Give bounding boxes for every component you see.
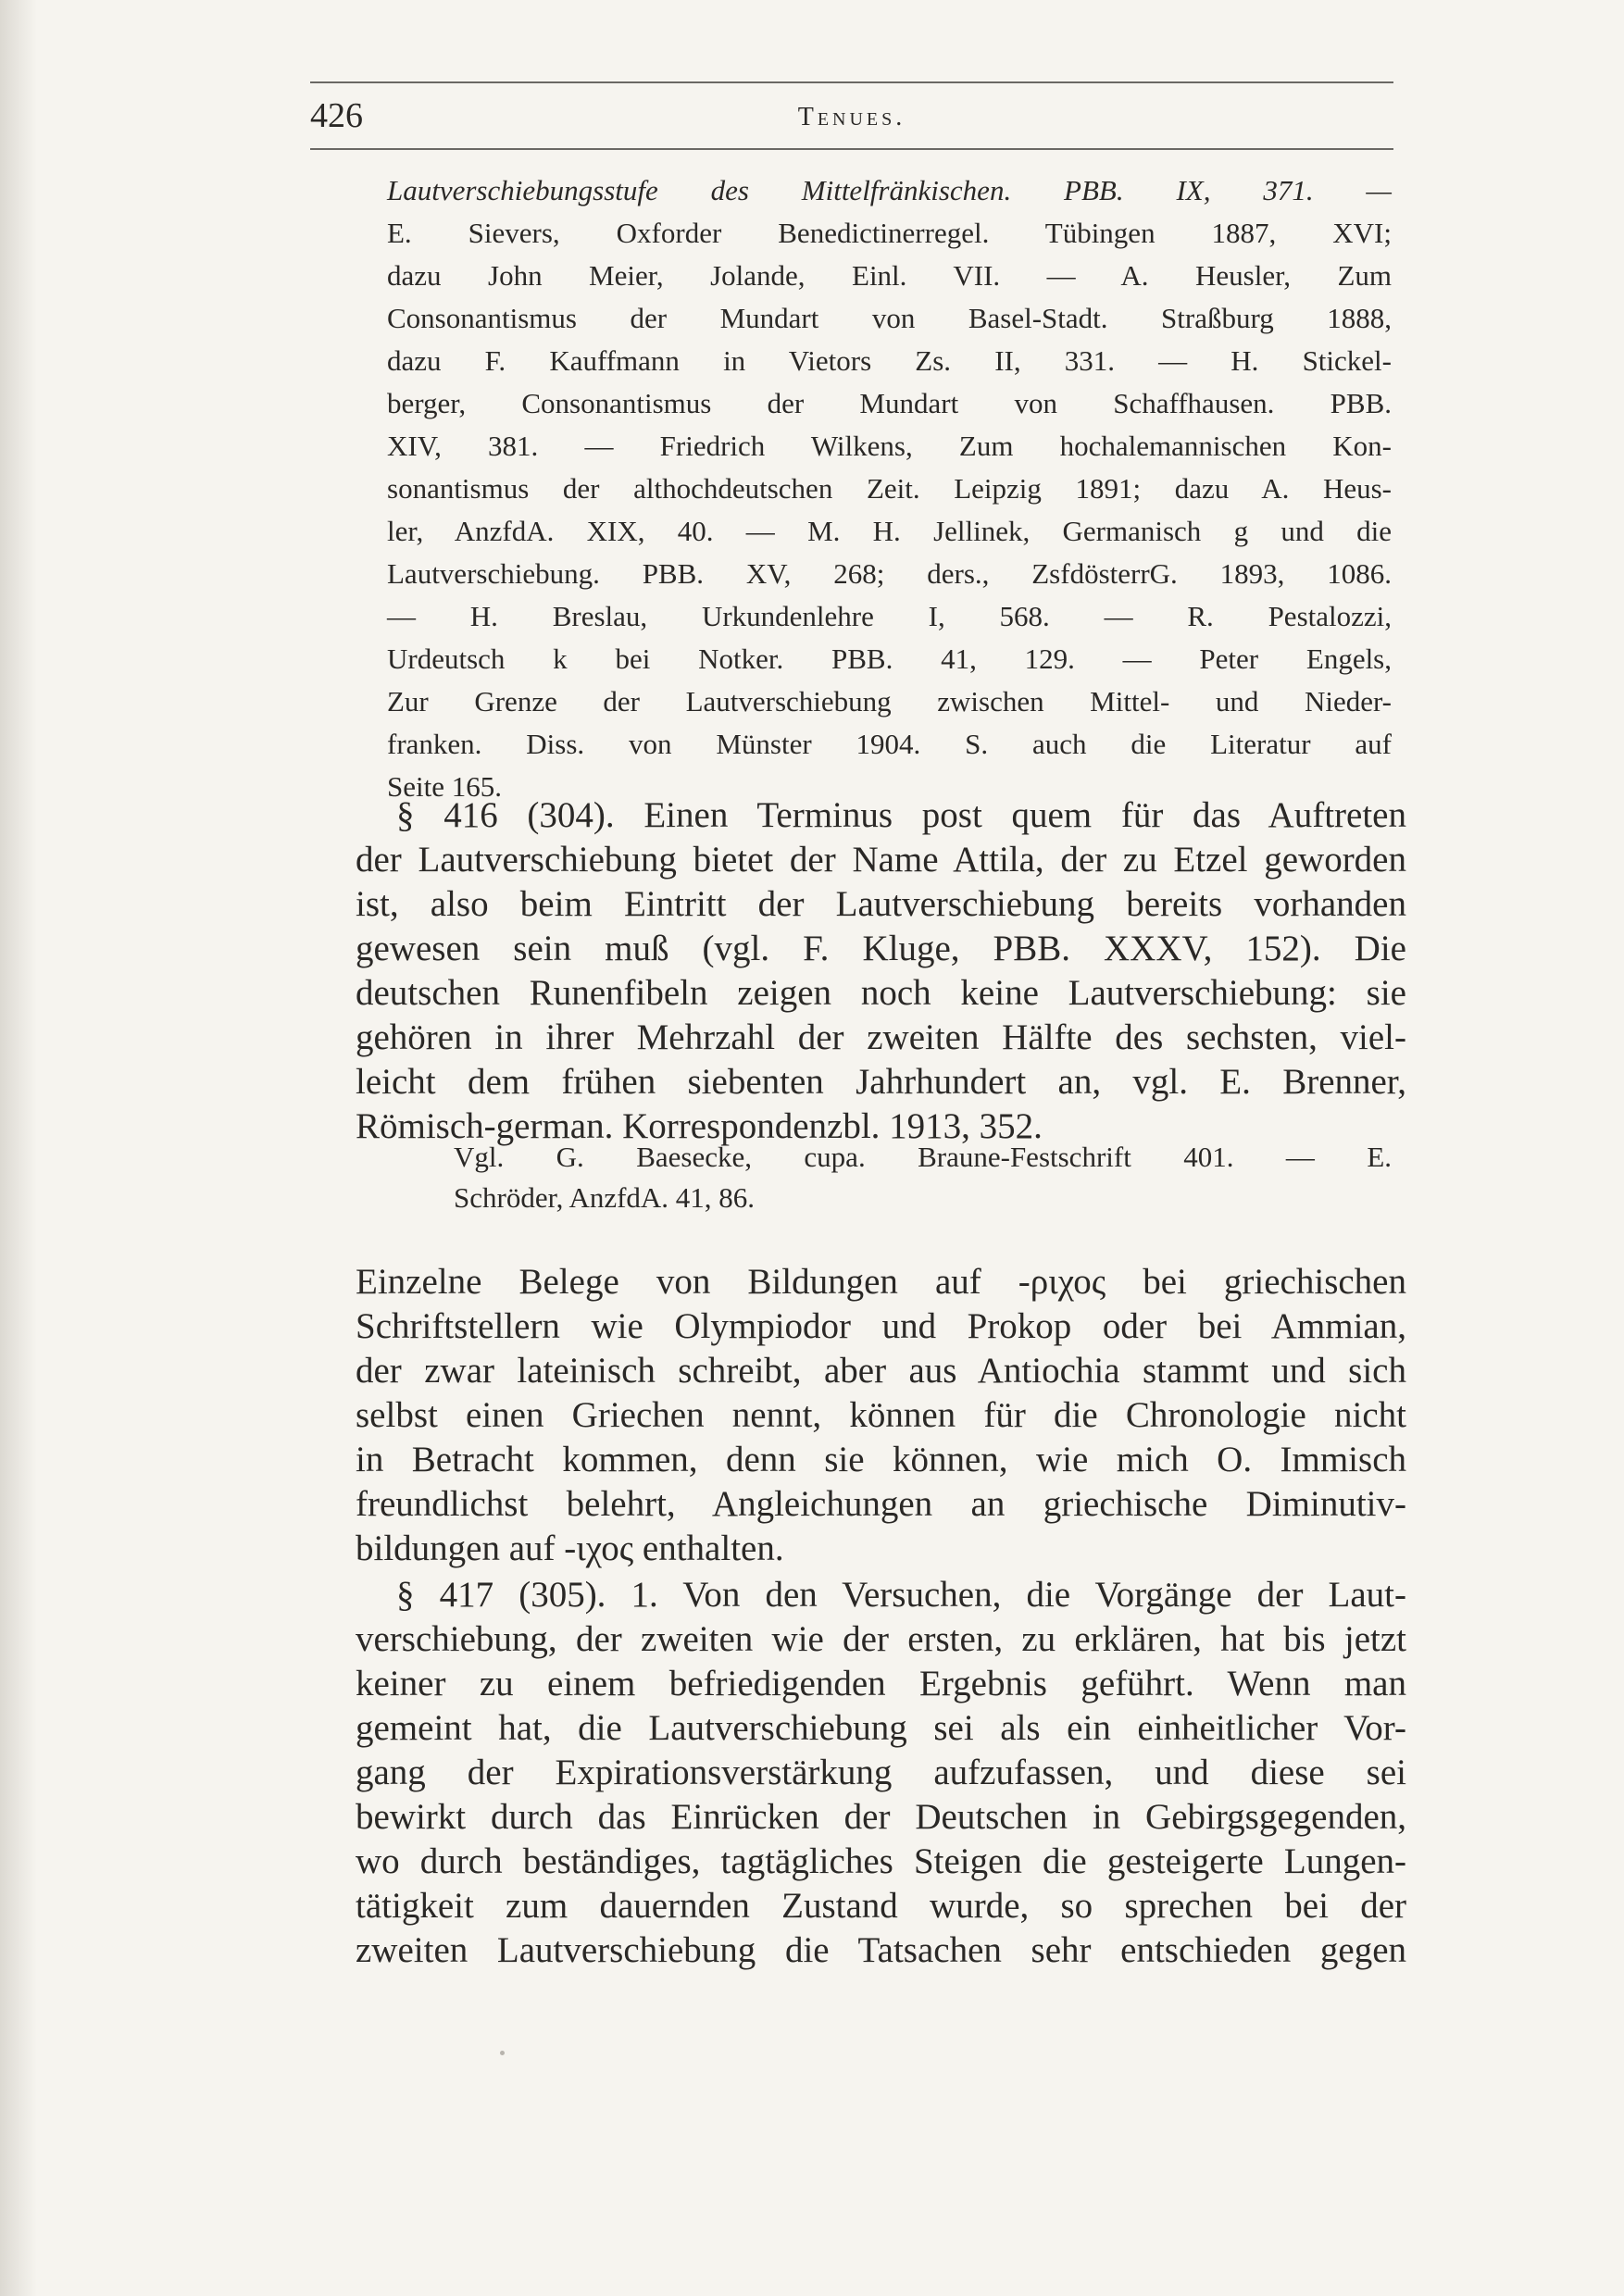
page-number: 426 <box>310 96 363 135</box>
footnote-line: sonantismus der althochdeutschen Zeit. Leipzig 1891; dazu A. Heus- <box>387 472 1392 505</box>
paragraph-line: Einzelne Belege von Bildungen auf -ριχος bei griechischen <box>356 1262 1406 1302</box>
top-rule <box>310 81 1393 83</box>
running-head: Tenues. <box>797 103 906 131</box>
paragraph-line: gewesen sein muß (vgl. F. Kluge, PBB. XXXV, 152). Die <box>356 929 1406 968</box>
footnote-line: — H. Breslau, Urkundenlehre I, 568. — R. Pestalozzi, <box>387 600 1392 632</box>
page-edge-shadow <box>0 0 37 2296</box>
paragraph-line: gang der Expirationsverstärkung aufzufassen, und diese sei <box>356 1753 1406 1792</box>
paragraph-line: deutschen Runenfibeln zeigen noch keine Lautverschiebung: sie <box>356 973 1406 1013</box>
footnote-line: dazu F. Kauffmann in Vietors Zs. II, 331. — H. Stickel- <box>387 344 1392 377</box>
paragraph-line: gehören in ihrer Mehrzahl der zweiten Hälfte des sechsten, viel- <box>356 1017 1406 1057</box>
paragraph-line: Römisch-german. Korrespondenzbl. 1913, 352. <box>356 1106 1043 1146</box>
footnote-line: Consonantismus der Mundart von Basel-Stadt. Straßburg 1888, <box>387 302 1392 334</box>
footnote-line: Zur Grenze der Lautverschiebung zwischen Mittel- und Nieder- <box>387 685 1392 718</box>
paragraph-line: § 416 (304). Einen Terminus post quem für das Auftreten <box>396 795 1406 835</box>
footnote-line: Vgl. G. Baesecke, cupa. Braune-Festschrift 401. — E. <box>454 1141 1392 1173</box>
footnote-line: berger, Consonantismus der Mundart von Schaffhausen. PBB. <box>387 387 1392 419</box>
page-header <box>310 88 1393 144</box>
footnote-line: Urdeutsch k bei Notker. PBB. 41, 129. — Peter Engels, <box>387 643 1392 675</box>
paragraph-line: selbst einen Griechen nennt, können für die Chronologie nicht <box>356 1395 1406 1435</box>
paragraph-line: bewirkt durch das Einrücken der Deutschen in Gebirgsgegenden, <box>356 1797 1406 1837</box>
paragraph-line: tätigkeit zum dauernden Zustand wurde, so sprechen bei der <box>356 1886 1406 1926</box>
footnote-line: dazu John Meier, Jolande, Einl. VII. — A. Heusler, Zum <box>387 259 1392 292</box>
paragraph-line: bildungen auf -ιχος enthalten. <box>356 1529 784 1568</box>
footnote-line: Schröder, AnzfdA. 41, 86. <box>454 1181 756 1214</box>
paragraph-line: keiner zu einem befriedigenden Ergebnis geführt. Wenn man <box>356 1664 1406 1703</box>
paragraph-line: zweiten Lautverschiebung die Tatsachen sehr entschieden gegen <box>356 1930 1406 1970</box>
footnote-line: Lautverschiebung. PBB. XV, 268; ders., ZsfdösterrG. 1893, 1086. <box>387 557 1392 590</box>
footnote-line: Seite 165. <box>387 770 502 803</box>
paragraph-line: ist, also beim Eintritt der Lautverschiebung bereits vorhanden <box>356 884 1406 924</box>
header-rule <box>310 148 1393 150</box>
paragraph-line: leicht dem frühen siebenten Jahrhundert an, vgl. E. Brenner, <box>356 1062 1406 1102</box>
footnote-line: E. Sievers, Oxforder Benedictinerregel. Tübingen 1887, XVI; <box>387 217 1392 249</box>
paragraph-line: der zwar lateinisch schreibt, aber aus Antiochia stammt und sich <box>356 1351 1406 1391</box>
paragraph-line: verschiebung, der zweiten wie der ersten, zu erklären, hat bis jetzt <box>356 1619 1406 1659</box>
paper-speck <box>500 2051 505 2055</box>
paragraph-line: gemeint hat, die Lautverschiebung sei als ein einheitlicher Vor- <box>356 1708 1406 1748</box>
paragraph-line: Schriftstellern wie Olympiodor und Prokop oder bei Ammian, <box>356 1306 1406 1346</box>
paragraph-line: wo durch beständiges, tagtägliches Steigen die gesteigerte Lungen- <box>356 1841 1406 1881</box>
paragraph-line: freundlichst belehrt, Angleichungen an griechische Diminutiv- <box>356 1484 1406 1524</box>
footnote-line: ler, AnzfdA. XIX, 40. — M. H. Jellinek, Germanisch g und die <box>387 515 1392 547</box>
paragraph-line: der Lautverschiebung bietet der Name Attila, der zu Etzel geworden <box>356 840 1406 880</box>
footnote-line: XIV, 381. — Friedrich Wilkens, Zum hochalemannischen Kon- <box>387 430 1392 462</box>
paragraph-line: § 417 (305). 1. Von den Versuchen, die Vorgänge der Laut- <box>396 1575 1406 1615</box>
footnote-line: franken. Diss. von Münster 1904. S. auch die Literatur auf <box>387 728 1392 760</box>
footnote-line: Lautverschiebungsstufe des Mittelfränkischen. PBB. IX, 371. — <box>387 174 1392 206</box>
paragraph-line: in Betracht kommen, denn sie können, wie mich O. Immisch <box>356 1440 1406 1479</box>
